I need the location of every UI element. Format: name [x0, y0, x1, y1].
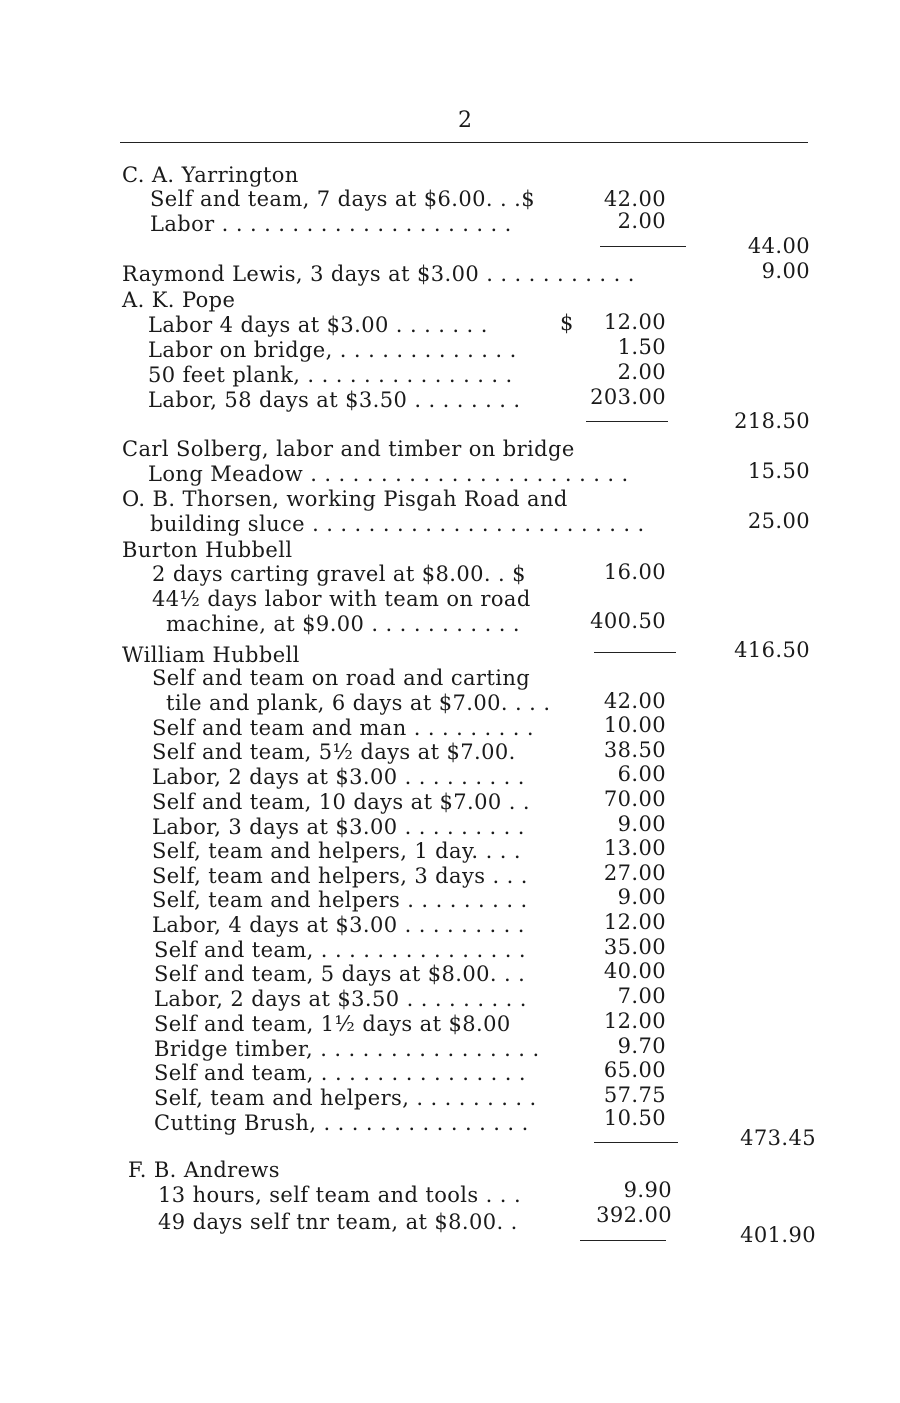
payee-total: 25.00	[747, 509, 810, 533]
payee-total: 218.50	[734, 409, 810, 433]
line-item-amount: 9.00	[617, 812, 666, 836]
page-number: 2	[458, 108, 472, 133]
line-item-description: Bridge timber, . . . . . . . . . . . . . . . .	[154, 1037, 540, 1061]
line-item-amount: 42.00	[603, 187, 666, 211]
line-item-amount: 10.50	[603, 1106, 666, 1130]
subtotal-rule	[586, 421, 668, 422]
line-item-amount: 7.00	[617, 984, 666, 1008]
line-item-description: Self and team, 5½ days at $7.00.	[152, 740, 516, 764]
subtotal-rule	[594, 1142, 678, 1143]
payee-name: O. B. Thorsen, working Pisgah Road and	[122, 487, 568, 511]
dollar-sign: $	[560, 311, 574, 335]
line-item-amount: 35.00	[603, 935, 666, 959]
line-item-description: Self and team, 1½ days at $8.00	[154, 1012, 511, 1036]
line-item-amount: 27.00	[603, 861, 666, 885]
payee-total: 416.50	[734, 638, 810, 662]
payee-total: 9.00	[761, 259, 810, 283]
line-item-description: Labor 4 days at $3.00 . . . . . . .	[148, 313, 488, 337]
line-item-description: 50 feet plank, . . . . . . . . . . . . . . .	[148, 363, 513, 387]
line-item-amount: 70.00	[603, 787, 666, 811]
line-item-description: tile and plank, 6 days at $7.00. . . .	[166, 691, 551, 715]
line-item-amount: 13.00	[603, 836, 666, 860]
line-item-description: Self and team, . . . . . . . . . . . . . . .	[154, 1061, 526, 1085]
line-item-amount: 2.00	[617, 209, 666, 233]
payee-name: C. A. Yarrington	[122, 163, 299, 187]
line-item-amount: 1.50	[617, 335, 666, 359]
subtotal-rule	[594, 652, 676, 653]
line-item-description: Self and team, 10 days at $7.00 . .	[152, 790, 530, 814]
line-item-description: Self and team on road and carting	[152, 666, 531, 690]
line-item-amount: 12.00	[603, 310, 666, 334]
payee-continuation: building sluce . . . . . . . . . . . . . . . . . . . . . . . .	[150, 512, 645, 536]
payee-name: F. B. Andrews	[128, 1158, 280, 1182]
line-item-description: Labor, 4 days at $3.00 . . . . . . . . .	[152, 913, 525, 937]
line-item-amount: 42.00	[603, 689, 666, 713]
payee-total: 15.50	[747, 459, 810, 483]
line-item-amount: 16.00	[603, 560, 666, 584]
line-item-description: 44½ days labor with team on road	[152, 587, 531, 611]
line-item-description: 13 hours, self team and tools . . .	[158, 1183, 522, 1207]
line-item-description: Labor, 58 days at $3.50 . . . . . . . .	[148, 388, 521, 412]
payee-name: A. K. Pope	[122, 288, 236, 312]
line-item-description: Labor . . . . . . . . . . . . . . . . . . . . .	[150, 212, 512, 236]
payee-name: William Hubbell	[122, 643, 300, 667]
line-item-description: 2 days carting gravel at $8.00. . $	[152, 562, 526, 586]
header-rule	[120, 142, 808, 143]
line-item-description: machine, at $9.00 . . . . . . . . . . .	[166, 612, 520, 636]
line-item-amount: 9.90	[623, 1178, 672, 1202]
line-item-description: Self and team, 7 days at $6.00. . .$	[150, 187, 535, 211]
payee-continuation: Long Meadow . . . . . . . . . . . . . . . . . . . . . . .	[148, 462, 629, 486]
line-item-amount: 400.50	[590, 609, 666, 633]
payee-name: Burton Hubbell	[122, 538, 293, 562]
payee-name: Raymond Lewis, 3 days at $3.00 . . . . . . . . . . .	[122, 262, 635, 286]
line-item-amount: 6.00	[617, 762, 666, 786]
line-item-description: Self, team and helpers, 1 day. . . .	[152, 839, 521, 863]
line-item-description: Self and team, . . . . . . . . . . . . . . .	[154, 938, 526, 962]
line-item-amount: 12.00	[603, 910, 666, 934]
line-item-description: Labor, 3 days at $3.00 . . . . . . . . .	[152, 815, 525, 839]
line-item-amount: 203.00	[590, 385, 666, 409]
payee-total: 401.90	[740, 1223, 816, 1247]
line-item-description: 49 days self tnr team, at $8.00. .	[158, 1210, 518, 1234]
subtotal-rule	[580, 1240, 666, 1241]
line-item-amount: 2.00	[617, 360, 666, 384]
line-item-description: Cutting Brush, . . . . . . . . . . . . . . .	[154, 1111, 529, 1135]
line-item-description: Self and team and man . . . . . . . . .	[152, 716, 534, 740]
line-item-description: Self and team, 5 days at $8.00. . .	[154, 962, 526, 986]
line-item-description: Labor on bridge, . . . . . . . . . . . . .	[148, 338, 517, 362]
line-item-amount: 40.00	[603, 959, 666, 983]
line-item-amount: 12.00	[603, 1009, 666, 1033]
payee-total: 473.45	[740, 1126, 816, 1150]
line-item-description: Self, team and helpers . . . . . . . . .	[152, 888, 528, 912]
line-item-amount: 57.75	[603, 1083, 666, 1107]
line-item-description: Self, team and helpers, 3 days . . .	[152, 864, 528, 888]
line-item-amount: 392.00	[596, 1203, 672, 1227]
line-item-amount: 9.00	[617, 885, 666, 909]
subtotal-rule	[600, 246, 686, 247]
line-item-description: Labor, 2 days at $3.50 . . . . . . . . .	[154, 987, 527, 1011]
payee-total: 44.00	[747, 234, 810, 258]
line-item-description: Self, team and helpers, . . . . . . . . .	[154, 1086, 537, 1110]
line-item-amount: 9.70	[617, 1034, 666, 1058]
line-item-amount: 10.00	[603, 713, 666, 737]
line-item-description: Labor, 2 days at $3.00 . . . . . . . . .	[152, 765, 525, 789]
line-item-amount: 38.50	[603, 738, 666, 762]
payee-name: Carl Solberg, labor and timber on bridge	[122, 437, 575, 461]
line-item-amount: 65.00	[603, 1058, 666, 1082]
